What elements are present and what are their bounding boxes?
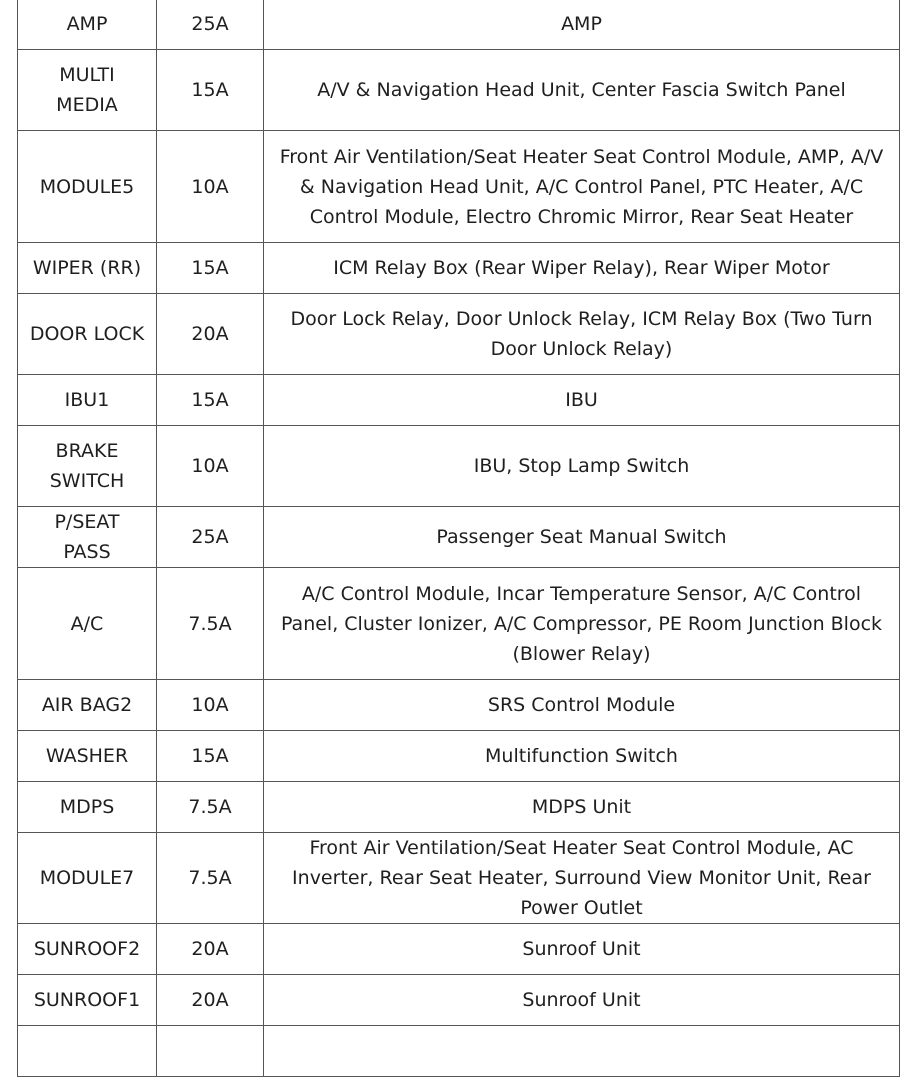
protected-components-cell: ICM Relay Box (Rear Wiper Relay), Rear Wiper Motor [264,243,900,294]
protected-components-cell: Passenger Seat Manual Switch [264,507,900,568]
table-row [18,50,900,131]
protected-components-cell [264,1026,900,1077]
fuse-name-cell: MULTI MEDIA [18,50,157,131]
table-row [18,568,900,680]
fuse-rating-cell: 20A [157,294,264,375]
fuse-name-cell: WIPER (RR) [18,243,157,294]
table-row [18,833,900,924]
fuse-rating-cell: 15A [157,731,264,782]
fuse-name-cell: MODULE5 [18,131,157,243]
table-row [18,426,900,507]
table-row [18,924,900,975]
protected-components-cell: AMP [264,0,900,50]
table-row [18,782,900,833]
table-row [18,1026,900,1077]
protected-components-cell: MDPS Unit [264,782,900,833]
protected-components-cell: Front Air Ventilation/Seat Heater Seat Control Module, AMP, A/V & Navigation Head Unit, A/C Control Panel, PTC Heater, A/C Control Module, Electro Chromic Mirror, Rear Seat Heater [264,131,900,243]
fuse-rating-cell: 7.5A [157,833,264,924]
table-row [18,975,900,1026]
fuse-rating-cell: 15A [157,243,264,294]
fuse-name-cell: SUNROOF2 [18,924,157,975]
fuse-name-cell: AMP [18,0,157,50]
fuse-rating-cell: 7.5A [157,568,264,680]
fuse-name-cell: WASHER [18,731,157,782]
table-row [18,243,900,294]
fuse-rating-cell: 7.5A [157,782,264,833]
protected-components-cell: Multifunction Switch [264,731,900,782]
protected-components-cell: Sunroof Unit [264,975,900,1026]
fuse-name-cell: BRAKE SWITCH [18,426,157,507]
fuse-name-cell: DOOR LOCK [18,294,157,375]
fuse-name-cell: MDPS [18,782,157,833]
table-row [18,507,900,568]
protected-components-cell: A/C Control Module, Incar Temperature Sensor, A/C Control Panel, Cluster Ionizer, A/C Compressor, PE Room Junction Block (Blower Relay) [264,568,900,680]
fuse-rating-cell: 25A [157,0,264,50]
table-row [18,131,900,243]
table-row [18,375,900,426]
fuse-name-cell: AIR BAG2 [18,680,157,731]
fuse-table [17,0,900,1077]
fuse-name-cell: IBU1 [18,375,157,426]
protected-components-cell: IBU [264,375,900,426]
table-row [18,0,900,50]
fuse-rating-cell: 15A [157,375,264,426]
protected-components-cell: Sunroof Unit [264,924,900,975]
fuse-name-cell: MODULE7 [18,833,157,924]
fuse-name-cell: A/C [18,568,157,680]
fuse-name-cell: SUNROOF1 [18,975,157,1026]
table-row [18,680,900,731]
fuse-rating-cell: 10A [157,680,264,731]
protected-components-cell: IBU, Stop Lamp Switch [264,426,900,507]
protected-components-cell: SRS Control Module [264,680,900,731]
protected-components-cell: Door Lock Relay, Door Unlock Relay, ICM Relay Box (Two Turn Door Unlock Relay) [264,294,900,375]
table-row [18,731,900,782]
fuse-rating-cell: 10A [157,131,264,243]
fuse-name-cell: P/SEAT PASS [18,507,157,568]
table-row [18,294,900,375]
fuse-name-cell [18,1026,157,1077]
protected-components-cell: Front Air Ventilation/Seat Heater Seat Control Module, AC Inverter, Rear Seat Heater, Surround View Monitor Unit, Rear Power Outlet [264,833,900,924]
fuse-rating-cell: 25A [157,507,264,568]
fuse-rating-cell [157,1026,264,1077]
protected-components-cell: A/V & Navigation Head Unit, Center Fascia Switch Panel [264,50,900,131]
fuse-rating-cell: 20A [157,924,264,975]
fuse-rating-cell: 20A [157,975,264,1026]
fuse-table-container [17,0,899,1077]
fuse-rating-cell: 15A [157,50,264,131]
fuse-rating-cell: 10A [157,426,264,507]
